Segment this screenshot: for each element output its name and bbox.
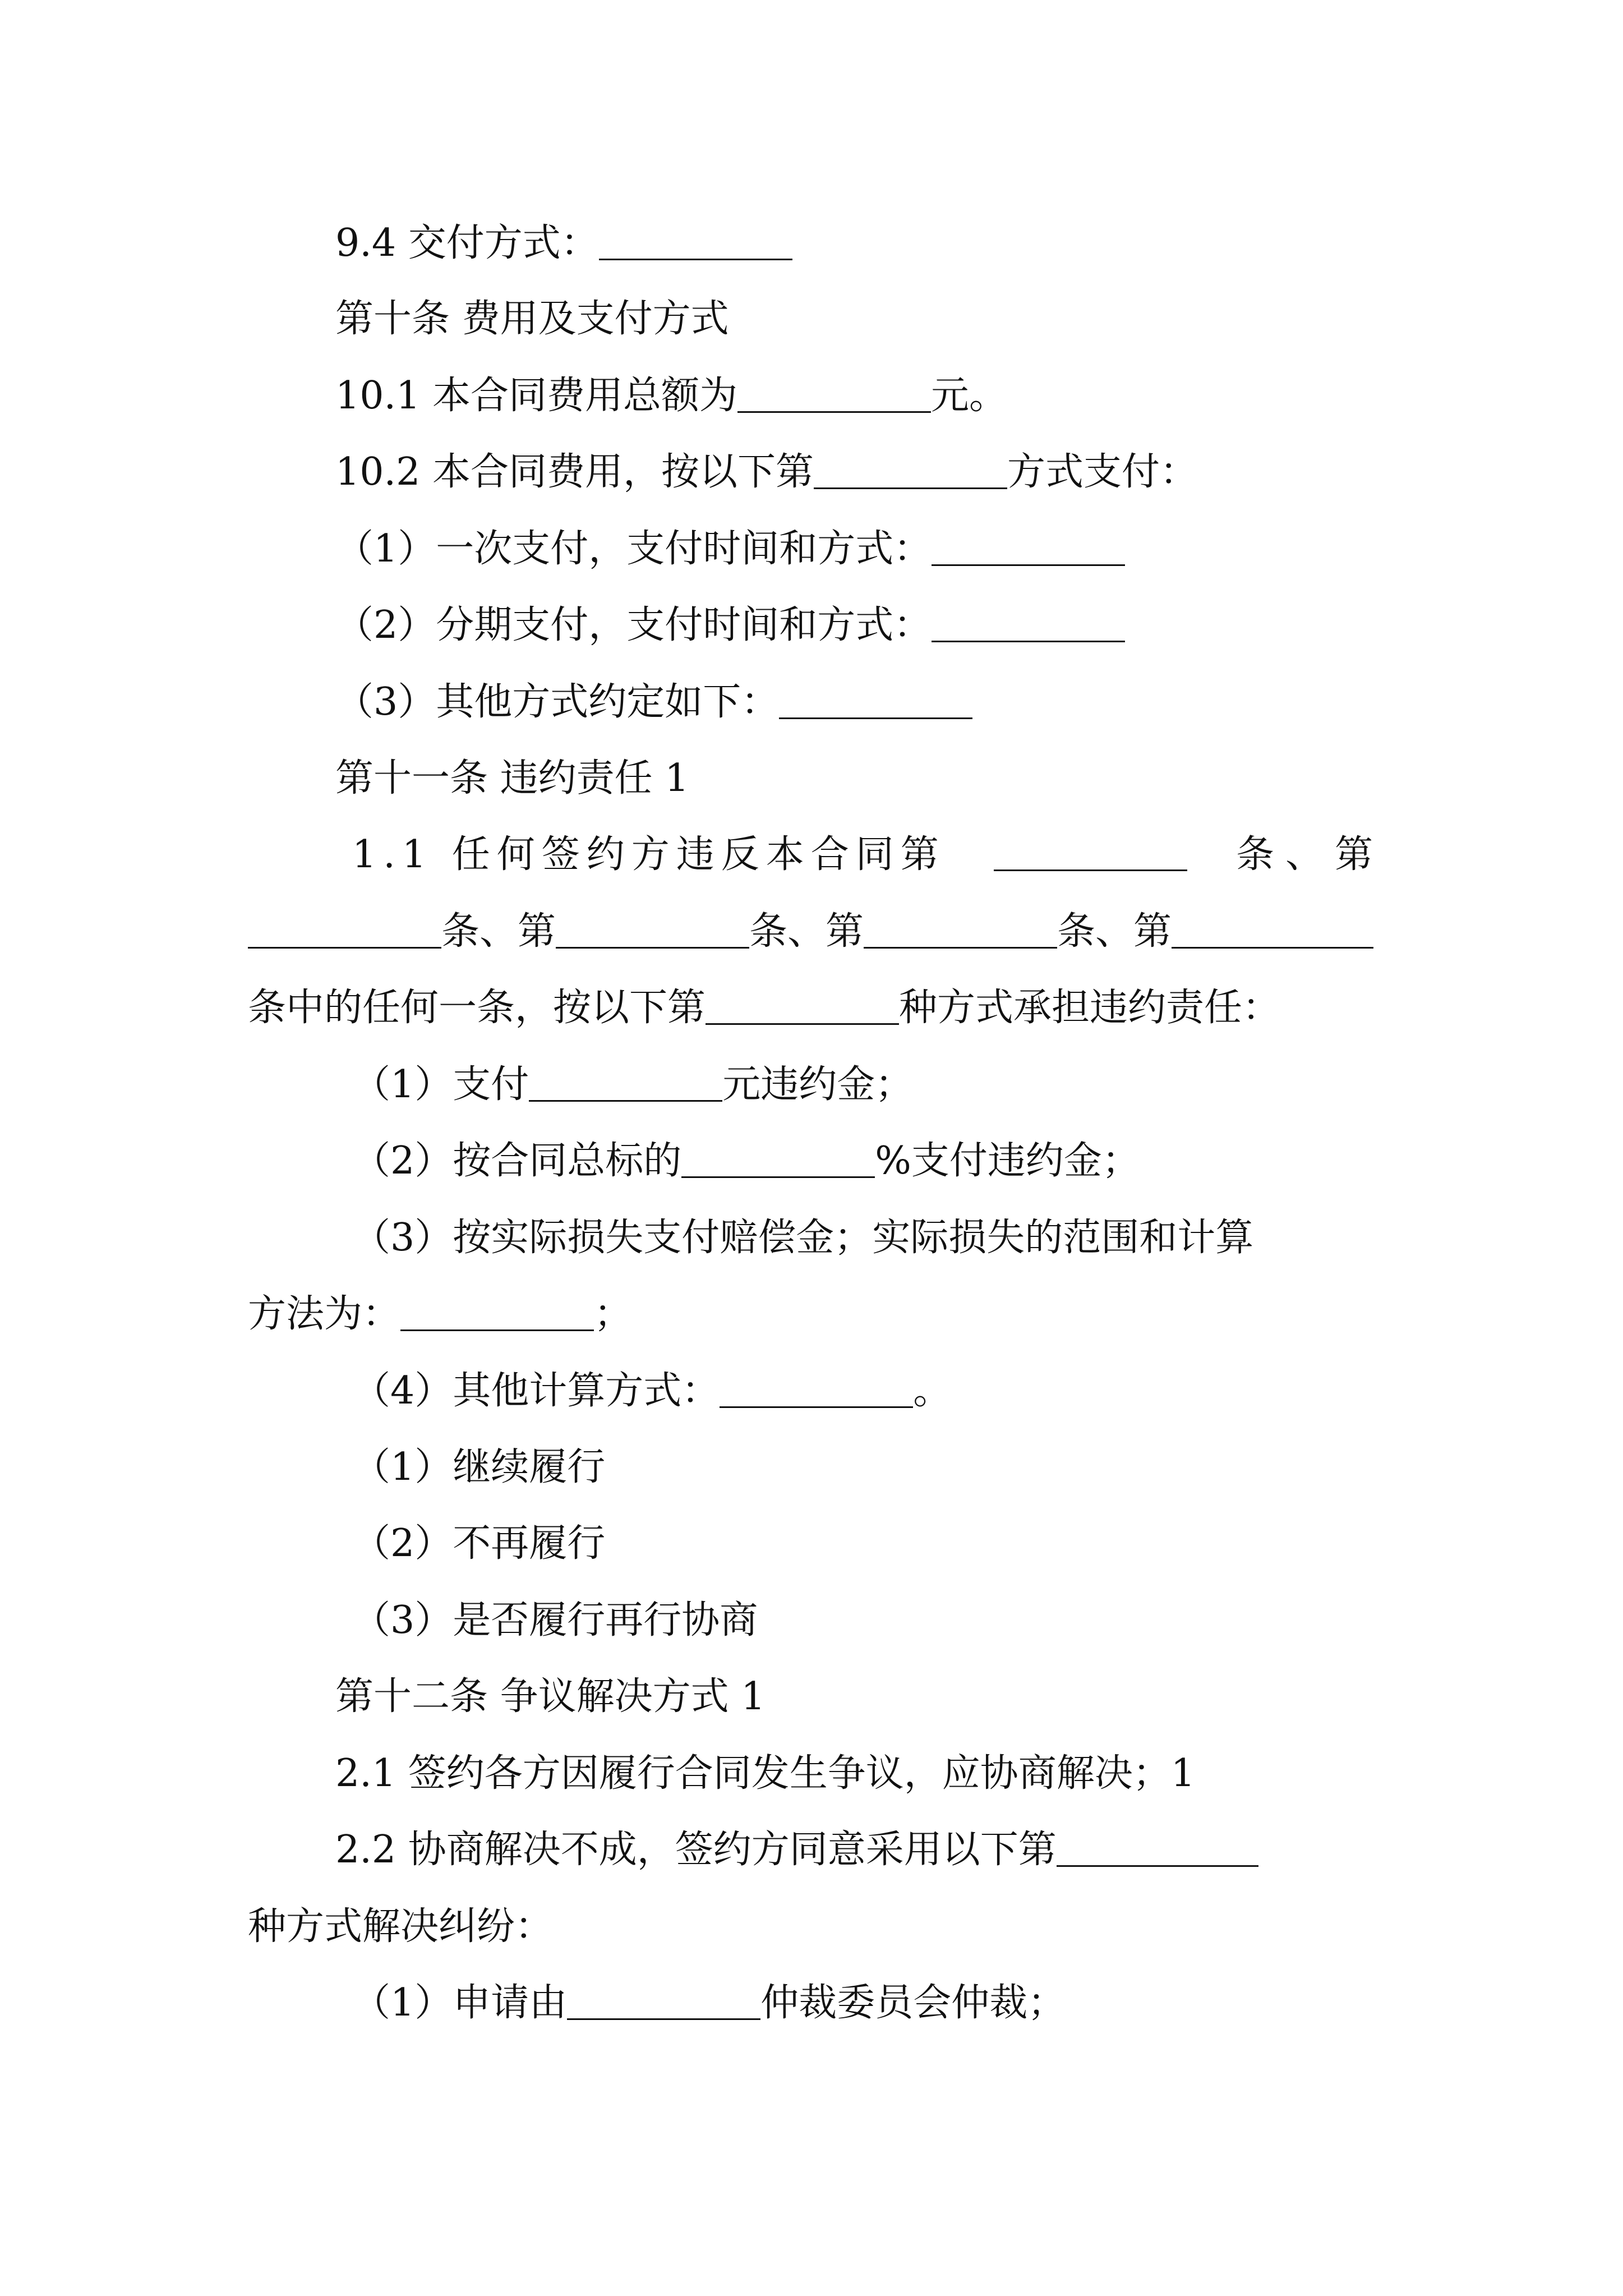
blank-field (994, 836, 1187, 871)
line-1-1-end: 条中的任何一条，按以下第 种方式承担违约责任： (248, 986, 1281, 1030)
heading-article-12: 第十二条 争议解决方式 1 (335, 1674, 766, 1719)
line-2-2: 2.2 协商解决不成，签约方同意采用以下第 (335, 1831, 1258, 1869)
line-option-1-one-time: （1）一次支付，支付时间和方式： (335, 530, 1125, 568)
line-9-4: 9.4 交付方式： (335, 224, 792, 263)
blank-field (248, 913, 441, 949)
line-2-1: 2.1 签约各方因履行合同发生争议，应协商解决；1 (335, 1751, 1196, 1796)
blank-field (556, 913, 749, 949)
blank-field (567, 1985, 760, 2020)
line-10-2: 10.2 本合同费用，按以下第 方式支付： (335, 450, 1198, 494)
line-arbitration: （1）申请由 仲裁委员会仲裁； (352, 1981, 1066, 2025)
blank-field (400, 1296, 594, 1331)
blank-field (1172, 913, 1373, 949)
blank-field (706, 990, 899, 1025)
line-penalty-4: （4）其他计算方式： 。 (352, 1369, 952, 1413)
blank-field (814, 454, 1007, 489)
blank-field (720, 1373, 913, 1408)
blank-field (932, 531, 1125, 566)
line-continue-performance: （1）继续履行 (352, 1445, 606, 1489)
line-2-2-continued: 种方式解决纠纷： (248, 1904, 554, 1949)
line-penalty-1: （1）支付 元违约金； (352, 1062, 914, 1107)
line-option-2-installment: （2）分期支付，支付时间和方式： (335, 606, 1125, 645)
line-no-performance: （2）不再履行 (352, 1521, 606, 1566)
blank-field (737, 378, 931, 413)
line-10-1: 10.1 本合同费用总额为 元。 (335, 374, 1008, 418)
line-penalty-3: （3）按实际损失支付赔偿金；实际损失的范围和计算 (352, 1216, 1254, 1260)
blank-field (864, 913, 1057, 949)
blank-field (1057, 1832, 1258, 1867)
heading-article-11: 第十一条 违约责任 1 (335, 756, 689, 800)
blank-field (779, 684, 972, 719)
line-1-1-continued: 条、第 条、第 条、第 (248, 913, 1373, 951)
blank-field (681, 1143, 875, 1178)
line-option-3-other: （3）其他方式约定如下： (335, 683, 972, 721)
line-1-1: 1.1 任何签约方违反本合同第 条、第 (352, 832, 1384, 877)
blank-field (599, 225, 792, 260)
line-penalty-2: （2）按合同总标的 %支付违约金； (352, 1139, 1140, 1183)
heading-article-10: 第十条 费用及支付方式 (335, 297, 729, 341)
line-penalty-3-continued: 方法为： ； (248, 1292, 633, 1336)
blank-field (529, 1066, 722, 1102)
line-negotiate-performance: （3）是否履行再行协商 (352, 1598, 758, 1642)
blank-field (932, 607, 1125, 642)
